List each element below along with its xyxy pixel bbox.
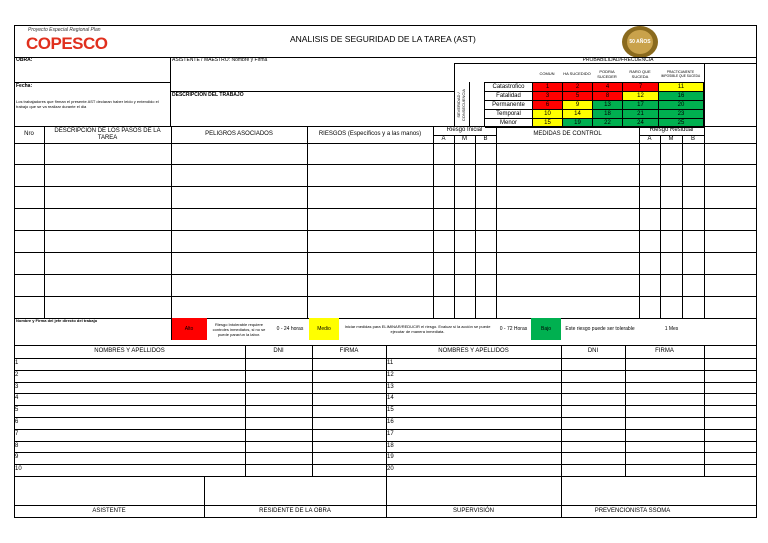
- worker-number: 8: [15, 442, 19, 449]
- matrix-cell: 6: [533, 101, 563, 110]
- severity-row-label: Temporal: [485, 110, 533, 119]
- workers-dni-left: DNI: [273, 348, 284, 354]
- fecha-label: Fecha:: [16, 83, 33, 89]
- matrix-cell: 25: [659, 119, 704, 128]
- asistente-label: ASISTENTE / MAESTRO: Nombre y Firma: [172, 57, 268, 63]
- matrix-cell: 1: [533, 83, 563, 92]
- sign-supervision: SUPERVISIÓN: [453, 508, 494, 514]
- worker-number: 1: [15, 360, 19, 366]
- matrix-cell: 7: [623, 83, 659, 92]
- worker-number: 2: [15, 371, 19, 378]
- matrix-cell: 17: [623, 101, 659, 110]
- matrix-cell: 9: [563, 101, 593, 110]
- col-riesgo-inicial: Riesgo Inicial: [446, 127, 483, 133]
- prob-col-raro: RARO QUE SUCEDA: [629, 68, 651, 79]
- matrix-cell: 3: [533, 92, 563, 101]
- prob-col-comun: COMUN: [539, 71, 555, 76]
- legend-medio-desc: Iniciar medidas para ELIMINAR/REDUCIR el riesgo. Evaluar si la acción se puede ejecutar de manera inmediata.: [344, 324, 491, 334]
- descripcion-label: DESCRIPCION DEL TRABAJO: [172, 92, 244, 98]
- matrix-cell: 23: [659, 110, 704, 119]
- matrix-cell: 20: [659, 101, 704, 110]
- matrix-cell: 21: [623, 110, 659, 119]
- legend-bajo-desc: Este riesgo puede ser tolerable: [565, 325, 635, 332]
- col-riesgo-residual: Riesgo Residual: [649, 127, 694, 133]
- inicial-a: A: [441, 135, 446, 142]
- matrix-cell: 12: [623, 92, 659, 101]
- matrix-cell: 2: [563, 83, 593, 92]
- legend-medio-time: 0 - 72 Horas: [499, 326, 528, 332]
- sign-asistente: ASISTENTE: [92, 508, 126, 514]
- workers-dni-right: DNI: [587, 348, 599, 354]
- severity-label: SEVERIDAD / CONSECUENCIA: [456, 88, 466, 122]
- worker-number: 6: [15, 419, 19, 425]
- worker-number: 17: [387, 430, 394, 437]
- obra-label: OBRA:: [16, 57, 33, 63]
- matrix-cell: 14: [563, 110, 593, 119]
- severity-row-label: Menor: [485, 119, 533, 128]
- worker-number: 10: [15, 466, 22, 473]
- supervisor-label: Nombre y Firma del jefe directo del trabajo: [16, 318, 98, 323]
- matrix-cell: 13: [593, 101, 623, 110]
- residual-a: A: [647, 135, 652, 142]
- worker-number: 11: [387, 360, 394, 366]
- col-pasos: DESCRIPCIÓN DE LOS PASOS DE LA TAREA: [54, 127, 161, 141]
- prob-col-podria-suceder: PODRIA SUCEDER: [597, 68, 617, 79]
- worker-number: 9: [15, 454, 19, 461]
- probability-label: PROBABILIDAD/FRECUENCIA: [582, 57, 654, 63]
- legend-alto: Alto: [171, 318, 207, 340]
- matrix-cell: 8: [593, 92, 623, 101]
- matrix-cell: 4: [593, 83, 623, 92]
- legend-medio: Medio: [309, 318, 339, 340]
- worker-number: 4: [15, 395, 19, 402]
- legend-alto-desc: Riesgo Intolerable requiere controles inmediatos, si no se puede parar/un la labor.: [212, 321, 266, 337]
- matrix-cell: 24: [623, 119, 659, 128]
- workers-firma-right: FIRMA: [655, 348, 674, 354]
- matrix-cell: 16: [659, 92, 704, 101]
- inicial-m: M: [462, 135, 467, 142]
- org-logo: [24, 28, 120, 54]
- worker-number: 19: [387, 454, 394, 461]
- col-medidas: MEDIDAS DE CONTROL: [533, 131, 602, 137]
- worker-number: 16: [387, 419, 394, 425]
- worker-number: 15: [387, 407, 394, 414]
- worker-number: 5: [15, 407, 19, 414]
- sign-prevencionista: PREVENCIONISTA SSOMA: [594, 508, 671, 514]
- col-peligros: PELIGROS ASOCIADOS: [205, 131, 273, 137]
- worker-number: 14: [387, 395, 394, 402]
- matrix-cell: 18: [593, 110, 623, 119]
- residual-b: B: [690, 135, 695, 142]
- page-title: ANALISIS DE SEGURIDAD DE LA TAREA (AST): [290, 34, 476, 44]
- worker-declaration: Los trabajadores que firman el presente AST declaran haber leido y entendido el trabajo que se va realizar durante el dia: [16, 99, 159, 109]
- matrix-cell: 5: [563, 92, 593, 101]
- matrix-cell: 10: [533, 110, 563, 119]
- anniversary-badge: [622, 26, 658, 58]
- col-riesgos: RIESGOS (Específicos y a las manos): [318, 131, 422, 137]
- worker-number: 20: [387, 466, 394, 473]
- legend-bajo: Bajo: [531, 318, 561, 340]
- prob-col-imposible: PRACTICAMENTE IMPOSIBLE QUE SUCEDA: [660, 69, 701, 78]
- severity-row-label: Fatalidad: [485, 92, 533, 101]
- worker-number: 13: [387, 383, 394, 390]
- prob-col-ha-sucedido: HA SUCEDIDO: [563, 71, 591, 76]
- matrix-cell: 11: [659, 83, 704, 92]
- sign-residente: RESIDENTE DE LA OBRA: [259, 508, 331, 514]
- inicial-b: B: [483, 135, 488, 142]
- col-nro: Nro: [24, 131, 34, 137]
- workers-firma-left: FIRMA: [339, 348, 359, 354]
- worker-number: 18: [387, 442, 394, 449]
- severity-row-label: Permanente: [485, 101, 533, 110]
- risk-matrix: [484, 82, 704, 127]
- legend-alto-time: 0 - 24 horas: [276, 326, 304, 332]
- badge-label: 50 AÑOS: [629, 39, 651, 45]
- workers-nombres-right: NOMBRES Y APELLIDOS: [438, 348, 509, 354]
- logo-wordmark: COPESCO: [26, 34, 108, 53]
- worker-number: 7: [15, 430, 19, 437]
- matrix-cell: 19: [563, 119, 593, 128]
- worker-number: 12: [387, 371, 394, 378]
- org-subtitle: Proyecto Especial Regional Plan: [28, 27, 101, 33]
- severity-row-label: Catastrofico: [485, 83, 533, 92]
- workers-nombres-left: NOMBRES Y APELLIDOS: [94, 348, 165, 354]
- worker-number: 3: [15, 383, 19, 390]
- legend-bajo-time: 1 Mes: [664, 326, 679, 332]
- badge-inner: [627, 30, 653, 54]
- matrix-cell: 15: [533, 119, 563, 128]
- residual-m: M: [668, 135, 674, 142]
- matrix-cell: 22: [593, 119, 623, 128]
